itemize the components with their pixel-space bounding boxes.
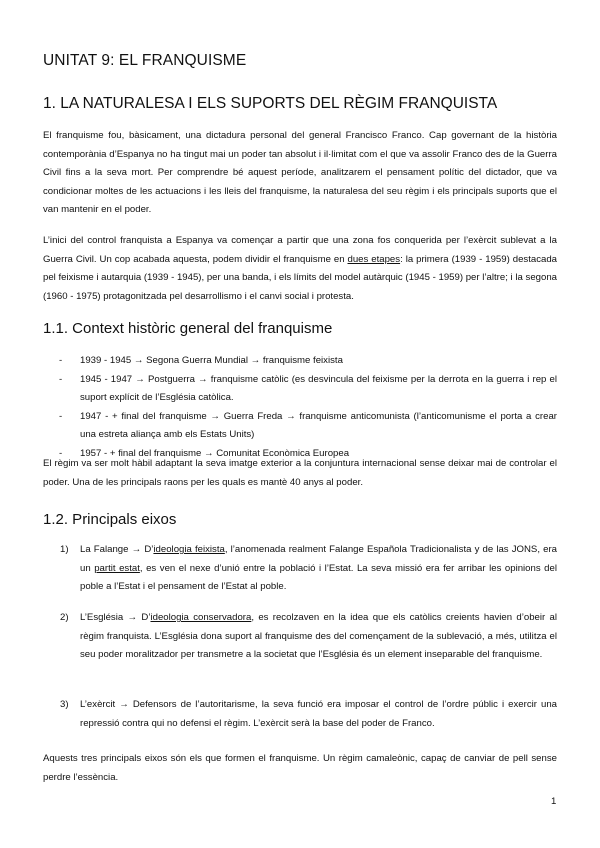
bullet-dash: - (59, 447, 63, 459)
list-item (43, 408, 557, 445)
item-text-part: , es ven el nexe d’unió entre la població i l’Estat. La seva missió era fer arribar les opinions del poble a l’Estat i el pensament de l’Estat al poble. (80, 562, 557, 593)
item-text-part: La Falange → D’ (80, 544, 154, 555)
document-title: UNITAT 9: EL FRANQUISME (43, 52, 247, 69)
item-text (80, 609, 557, 665)
item-text (80, 541, 557, 597)
axis-item-1 (60, 541, 557, 597)
page-number: 1 (551, 796, 557, 807)
item-text-part: L’Església → D’ (80, 612, 151, 623)
bullet-dash: - (59, 410, 63, 422)
closing-paragraph: Aquests tres principals eixos són els que formen el franquisme. Un règim camaleònic, capaç de canviar de pell sense perdre l’essència. (43, 753, 557, 783)
axis-item-3 (60, 696, 557, 733)
list-item-text: 1945 - 1947 → Postguerra → franquisme catòlic (es desvincula del feixisme per la derrota en la guerra i rep el suport explícit de l’Església catòlica. (80, 373, 557, 404)
paragraph-text: : la primera (1939 - 1959) destacada pel feixisme i autarquia (1939 - 1945), per una banda, i els límits del model autàrquic (1945 - 1959) per l’altre; i la segona (1960 - 1975) protagonitzada pel desarrollismo i el canvi social i protesta. (43, 253, 558, 302)
section-1-heading: 1. LA NATURALESA I ELS SUPORTS DEL RÈGIM FRANQUISTA (43, 95, 498, 112)
item-text-part: , es recolzaven en la idea que els catòlics creients havien d’obeir al règim franquista. L’Església dona suport al franquisme des del començament de la sublevació, a més, utilitza el seu poder moralitzador per transmetre a la societat que l’Església és un element inseparable del franquisme. (80, 612, 557, 661)
section-1-paragraph-2 (43, 232, 557, 306)
list-item (43, 352, 557, 371)
bullet-dash: - (59, 355, 63, 366)
item-text-part: L’exèrcit → Defensors de l’autoritarisme, la seva funció era imposar el control de l’ordre públic i exercir una repressió contra qui no defensi el règim. L’exèrcit serà la base del poder de Franco. (80, 699, 557, 729)
section-1-1-heading: 1.1. Context històric general del franquisme (43, 320, 333, 337)
item-number: 1) (60, 544, 69, 555)
section-1-1-paragraph: El règim va ser molt hàbil adaptant la seva imatge exterior a la conjuntura internacional sense deixar mai de controlar el poder. Una de les principals raons per les quals es mantè 40 anys al poder. (43, 458, 557, 488)
section-1-2-heading: 1.2. Principals eixos (43, 511, 177, 528)
list-item-text: 1957 - + final del franquisme → Comunitat Econòmica Europea (80, 447, 350, 459)
item-text-part: , l’anomenada realment Falange Española Tradicionalista y de las JONS, era un (80, 544, 557, 574)
list-item (43, 371, 557, 408)
list-item-text: 1939 - 1945 → Segona Guerra Mundial → franquisme feixista (80, 355, 343, 366)
bullet-dash: - (59, 373, 63, 385)
item-number: 3) (60, 699, 69, 710)
axis-item-2 (60, 609, 557, 665)
underlined-term: dues etapes (347, 253, 401, 265)
section-1-paragraph-1: El franquisme fou, bàsicament, una dictadura personal del general Francisco Franco. Cap governant de la història contemporània d’Espanya no ha tingut mai un poder tan absolut i il·limitat com el que va assolir Franco des de la Guerra Civil fins a la seva mort. Per comprendre bé aquest període, analitzarem el pensament polític del dictador, que va condicionar moltes de les actuacions i les lleis del franquisme, la naturalesa del seu règim i els principals suports que el van mantenir en el poder. (43, 130, 557, 216)
context-bullet-list (43, 352, 557, 464)
item-number: 2) (60, 612, 69, 623)
underlined-term: ideologia feixista (153, 544, 225, 555)
underlined-term: ideologia conservadora (150, 612, 252, 623)
underlined-term: partit estat (94, 562, 140, 574)
list-item-text: 1947 - + final del franquisme → Guerra Freda → franquisme anticomunista (l’anticomunisme el porta a crear una estreta aliança amb els Estats Units) (80, 410, 557, 441)
item-text (80, 696, 557, 733)
paragraph-text: L’inici del control franquista a Espanya va començar a partir que una zona fos conquerida per l’exèrcit sublevat a la Guerra Civil. Un cop acabada aquesta, podem dividir el franquisme en (43, 235, 557, 265)
